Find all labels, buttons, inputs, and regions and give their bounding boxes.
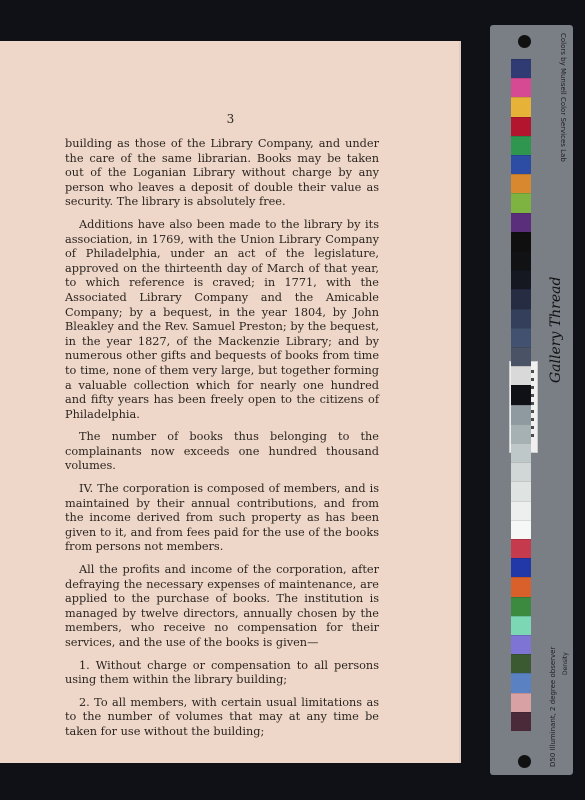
paragraph-7: 2. To all members, with certain usual limitations as to the number of volumes that may at any time be taken for use without the building; bbox=[65, 695, 379, 738]
color-swatch bbox=[511, 712, 531, 731]
color-swatch bbox=[511, 558, 531, 577]
color-swatch bbox=[511, 366, 531, 385]
color-swatch bbox=[511, 78, 531, 97]
color-swatch bbox=[511, 654, 531, 673]
color-swatch bbox=[511, 97, 531, 116]
color-swatch bbox=[511, 501, 531, 520]
paragraph-4: IV. The corporation is composed of members, and is maintained by their annual contributions, and from the income derived from such property as has been given to it, and from fees paid for the use of the books from persons not members. bbox=[65, 482, 379, 554]
color-swatch bbox=[511, 213, 531, 232]
color-swatch bbox=[511, 347, 531, 366]
paragraph-5: All the profits and income of the corporation, after defraying the necessary expenses of maintenance, are applied to the purchase of books. The institution is managed by twelve directors, annually chosen by the members, who receive no compensation for their services, and the use of the books is given— bbox=[65, 563, 379, 649]
paragraph-6: 1. Without charge or compensation to all persons using them within the library building; bbox=[65, 658, 379, 687]
color-swatch bbox=[511, 693, 531, 712]
color-swatch bbox=[511, 481, 531, 500]
ruler-hole-bottom bbox=[518, 755, 531, 768]
paragraph-3: The number of books thus belonging to the complainants now exceeds one hundred thousand volumes. bbox=[65, 430, 379, 473]
ruler-top-text: Colors by Munsell Color Services Lab bbox=[559, 33, 567, 162]
color-swatch bbox=[511, 270, 531, 289]
ruler-hole-top bbox=[518, 35, 531, 48]
density-label: Density bbox=[562, 652, 569, 675]
color-swatch bbox=[511, 136, 531, 155]
color-swatch bbox=[511, 539, 531, 558]
color-swatch bbox=[511, 193, 531, 212]
color-swatch bbox=[511, 232, 531, 251]
color-swatch bbox=[511, 117, 531, 136]
ruler-left-text: D50 Illuminant, 2 degree observer bbox=[549, 646, 557, 767]
color-swatch bbox=[511, 520, 531, 539]
color-swatch bbox=[511, 673, 531, 692]
gallery-thread-label: Gallery Thread bbox=[548, 276, 564, 383]
color-swatch bbox=[511, 59, 531, 78]
color-swatch bbox=[511, 289, 531, 308]
color-swatch bbox=[511, 405, 531, 424]
color-swatch bbox=[511, 424, 531, 443]
color-swatch bbox=[511, 577, 531, 596]
color-swatch bbox=[511, 174, 531, 193]
paragraph-1: building as those of the Library Company, and under the care of the same librarian. Books may be taken out of the Loganian Library without charge by any person who leaves a deposit of double their value as security. The library is absolutely free. bbox=[65, 137, 379, 209]
color-calibration-ruler bbox=[490, 25, 573, 775]
color-swatch bbox=[511, 616, 531, 635]
color-swatch bbox=[511, 309, 531, 328]
page-body bbox=[65, 137, 379, 748]
color-swatch bbox=[511, 385, 531, 404]
color-swatch bbox=[511, 462, 531, 481]
color-swatch bbox=[511, 155, 531, 174]
color-swatch bbox=[511, 251, 531, 270]
book-page bbox=[0, 41, 461, 763]
color-swatch bbox=[511, 443, 531, 462]
color-swatch bbox=[511, 635, 531, 654]
color-swatch bbox=[511, 328, 531, 347]
page-number: 3 bbox=[226, 112, 235, 126]
color-swatch bbox=[511, 597, 531, 616]
paragraph-2: Additions have also been made to the library by its association, in 1769, with the Union Library Company of Philadelphia, under an act of the legislature, approved on the thirteenth day of March of that year, to which reference is craved; in 1771, with the Associated Library Company and the Amicable Company; by a bequest, in the year 1804, by John Bleakley and the Rev. Samuel Preston; by the bequest, in the year 1827, of the Mackenzie Library; and by numerous other gifts and bequests of books from time to time, none of them very large, but together forming a valuable collection which for nearly one hundred and fifty years has been freely open to the citizens of Philadelphia. bbox=[65, 217, 379, 421]
